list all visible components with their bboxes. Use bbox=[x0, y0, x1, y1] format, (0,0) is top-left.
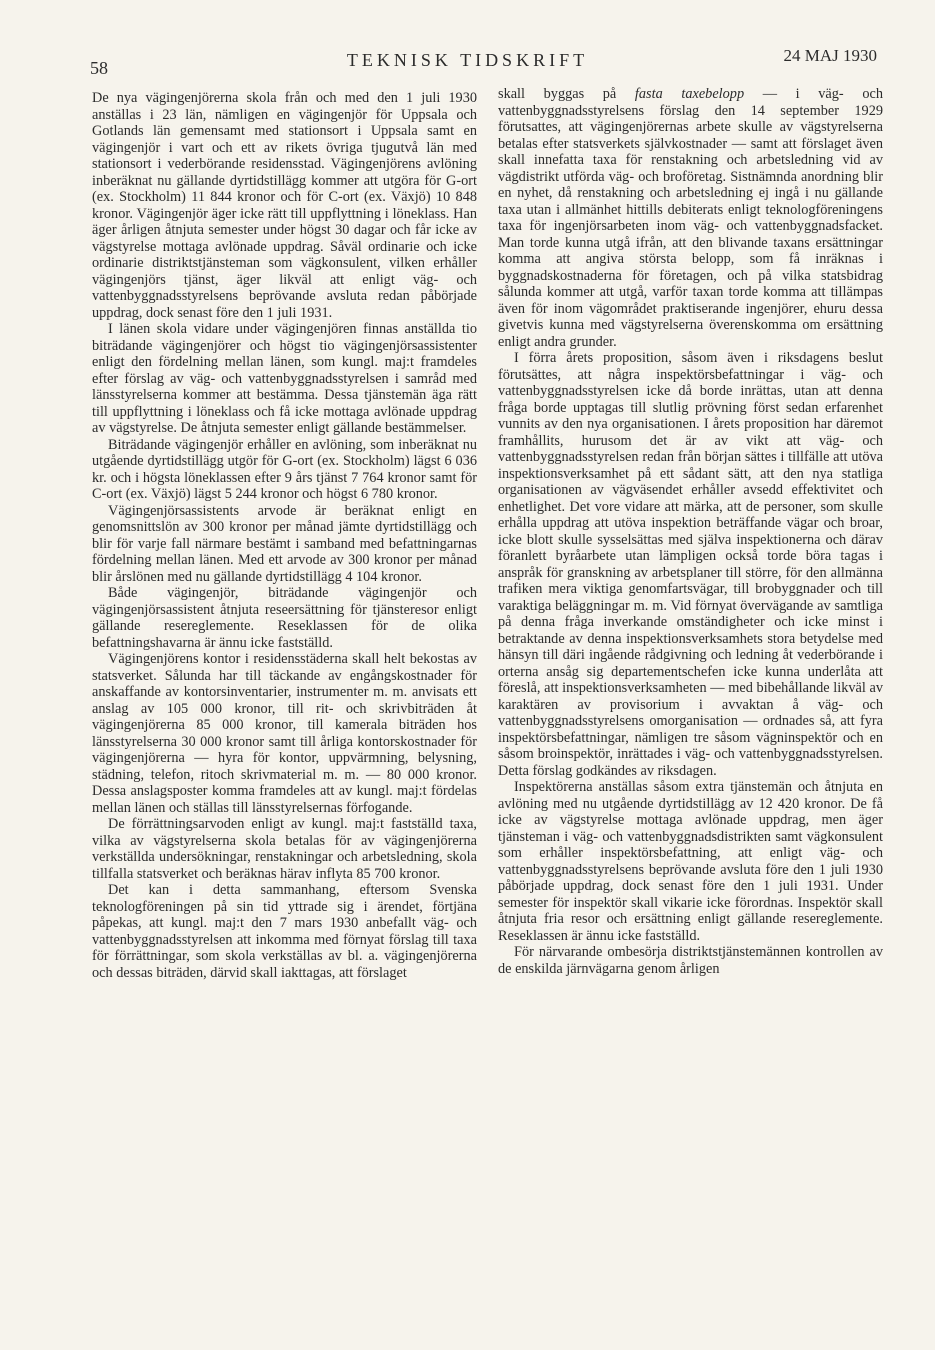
journal-title: TEKNISK TIDSKRIFT bbox=[346, 50, 589, 70]
paragraph: I förra årets proposition, såsom även i riksdagens beslut förutsättes, att några inspektörsbefattningar i väg- och vattenbyggnadsstyrelsen icke då borde inrättas, utan att denna fråga borde upptagas till slutlig prövning först sedan erfarenhet vunnits av den nya organisationen. I årets proposition har däremot framhållits, hurusom det är av vikt att väg- och vattenbyggnadsstyrelsen redan från början sättes i tillfälle att utöva inspektionsverksamhet på ett sådant sätt, att den nya statliga organisationen av vägväsendet erhåller avsedd effektivitet och enhetlighet. Det vore vidare att märka, att de personer, som skulle erhålla uppdrag att utöva inspektion beträffande vägar och broar, icke blott skulle sysselsättas med själva inspektionerna och därav föranlett byråarbete utan lämpligen också torde böra tagas i anspråk för granskning av arbetsplaner till större, för den allmänna trafiken mera viktiga genomfartsvägar, till brobyggnader och till varaktiga beläggningar m. m. Vid förnyat övervägande av samtliga på denna fråga inverkande omständigheter och icke minst i betraktande av denna inspektionsverksamhets stora betydelse med hänsyn till däri ingående rådgivning och ledning åt vederbörande i orterna ansåg sig departementschefen icke kunna underlåta att föreslå, att inspektionsverksamheten — med bibehållande likväl av karaktären av provisorium i avvaktan å väg- och vattenbyggnadsstyrelsens omorganisation — ordnades så, att fyra inspektörsbefattningar, nämligen tre såsom vägninspektör och en såsom broinspektör, inrättades i väg- och vattenbyggnadsstyrelsen. Detta förslag godkändes av riksdagen. bbox=[498, 350, 883, 779]
page-number: 58 bbox=[90, 58, 108, 78]
continued-paragraph bbox=[498, 86, 883, 350]
right-column bbox=[498, 86, 883, 977]
issue-date: 24 MAJ 1930 bbox=[783, 46, 877, 65]
paragraph: För närvarande ombesörja distriktstjänstemännen kontrollen av de enskilda järnvägarna genom årligen bbox=[498, 944, 883, 977]
paragraph: Vägingenjörsassistents arvode är beräknat enligt en genomsnittslön av 300 kronor per månad jämte dyrtidstillägg och blir för varje fall närmare bestämt i samband med befattningarnas fördelning mellan länen. Med ett arvode av 300 kronor per månad blir årslönen med nu gällande dyrtidstillägg 4 104 kronor. bbox=[92, 502, 477, 585]
paragraph: De nya vägingenjörerna skola från och med den 1 juli 1930 anställas i 23 län, nämligen en vägingenjör för Uppsala och Gotlands län gemensamt med stationsort i Uppsala samt en vägingenjör i vart och ett av rikets övriga tjugutvå län med stationsort i vederbörande residensstad. Vägingenjörens avlöning inberäknat nu gällande dyrtidstillägg kommer att utgöra för G-ort (ex. Stockholm) 11 844 kronor och för C-ort (ex. Växjö) 10 848 kronor. Vägingenjör äger icke rätt till uppflyttning i löneklass. Han äger årligen åtnjuta semester under högst 30 dagar och får icke av vägstyrelse mottaga avlönade uppdrag. Såväl ordinarie och icke ordinarie distriktstjänsteman som vägkonsulent, vilken erhåller vägingenjörs tjänst, äger likväl att enligt väg- och vattenbyggnadsstyrelsens beprövande avsluta redan påbörjade uppdrag, dock senast före den 1 juli 1931. bbox=[92, 90, 477, 321]
lead-text: skall byggas på bbox=[498, 86, 635, 102]
lead-text-rest: — i väg- och vattenbyggnadsstyrelsens förslag den 14 september 1929 förutsattes, att vägingenjörernas arbete skulle av vägstyrelserna betalas efter statsverkets självkostnader — samt att förslaget även skall innefatta taxa för renstakning och arbetsledning vid av vägdistrikt utförda väg- och broföretag. Sistnämnda anordning blir en nyhet, då renstakning och arbetsledning ej ingå i nu gällande taxa utan i allmänhet hittills debiterats enligt teknologföreningens taxa för ingenjörsarbeten inom väg- och vattenbyggnadsfacket. Man torde kunna utgå ifrån, att den blivande taxans ersättningar komma att angiva största belopp, som få inräknas i byggnadskostnaderna för företagen, och på vilka statsbidrag sålunda kommer att utgå, varför taxan torde komma att tillämpas även för inom vägområdet praktiserande ingenjörer, ehuru dessa givetvis kunna med vägstyrelserna överenskomma om ersättning enligt andra grunder. bbox=[498, 86, 883, 350]
paragraph: Både vägingenjör, biträdande vägingenjör och vägingenjörsassistent åtnjuta reseersättning för tjänsteresor enligt gällande resereglemente. Reseklassen för de olika befattningshavarna är ännu icke fastställd. bbox=[92, 585, 477, 651]
italic-term: fasta taxebelopp bbox=[634, 86, 745, 102]
paragraph: I länen skola vidare under vägingenjören finnas anställda tio biträdande vägingenjörer och högst tio vägingenjörsassistenter enligt den fördelning mellan länen, som kungl. maj:t framdeles efter förslag av väg- och vattenbyggnadsstyrelsen i samråd med länsstyrelserna kommer att bestämma. Dessa tjänstemän äga rätt till uppflyttning i löneklass och få icke mottaga avlönade uppdrag av vägstyrelse. De åtnjuta semester enligt gällande bestämmelser. bbox=[92, 321, 477, 436]
paragraph: Vägingenjörens kontor i residensstäderna skall helt bekostas av statsverket. Sålunda har till täckande av engångskostnader för anskaffande av kontorsinventarier, instrumenter m. m. anvisats ett anslag av 105 000 kronor, till rit- och skrivbiträden åt vägingenjörerna 85 000 kronor, till kamerala biträden hos länsstyrelserna 30 000 kronor samt till årliga kontorskostnader för vägingenjörerna — hyra för kontor, uppvärmning, belysning, städning, telefon, ritoch skrivmaterial m. m. — 80 000 kronor. Dessa anslagsposter komma framdeles att av kungl. maj:t fördelas mellan länen och ställas till länsstyrelsernas förfogande. bbox=[92, 651, 477, 816]
paragraph: De förrättningsarvoden enligt av kungl. maj:t fastställd taxa, vilka av vägstyrelserna skola betalas för av vägingenjörerna verkställda undersökningar, renstakningar och arbetsledning, skola tillfalla statsverket och beräknas härav inflyta 85 700 kronor. bbox=[92, 816, 477, 882]
paragraph: Biträdande vägingenjör erhåller en avlöning, som inberäknat nu utgående dyrtidstillägg utgör för G-ort (ex. Stockholm) lägst 6 036 kr. och i högsta löneklassen efter 9 års tjänst 7 764 kronor samt för C-ort (ex. Växjö) lägst 5 244 kronor och högst 6 780 kronor. bbox=[92, 436, 477, 502]
paragraph: Inspektörerna anställas såsom extra tjänstemän och åtnjuta en avlöning med nu utgående dyrtidstillägg av 12 420 kronor. De få icke av vägstyrelse mottaga avlönade uppdrag, men äger tjänsteman i väg- och vattenbyggnadsdistrikten samt vägkonsulent som erhåller inspektörsbefattning, att enligt väg- och vattenbyggnadsstyrelsens beprövande avsluta före den 1 juli 1930 påbörjade uppdrag, dock senast före den 1 juli 1931. Under semester för inspektör skall vikarie icke förordnas. Inspektör skall åtnjuta fria resor och ersättning enligt gällande resereglemente. Reseklassen är ännu icke fastställd. bbox=[498, 779, 883, 944]
page-header bbox=[0, 44, 935, 84]
paragraph: Det kan i detta sammanhang, eftersom Svenska teknologföreningen på sin tid yttrade sig i ärendet, förtjäna påpekas, att kungl. maj:t den 7 mars 1930 anbefallt väg- och vattenbyggnadsstyrelsen att inkomma med förnyat förslag till taxa för förrättningar, som skola verkställas av bl. a. vägingenjörerna och dessas biträden, därvid skall iakttagas, att förslaget bbox=[92, 882, 477, 981]
left-column bbox=[92, 90, 477, 981]
